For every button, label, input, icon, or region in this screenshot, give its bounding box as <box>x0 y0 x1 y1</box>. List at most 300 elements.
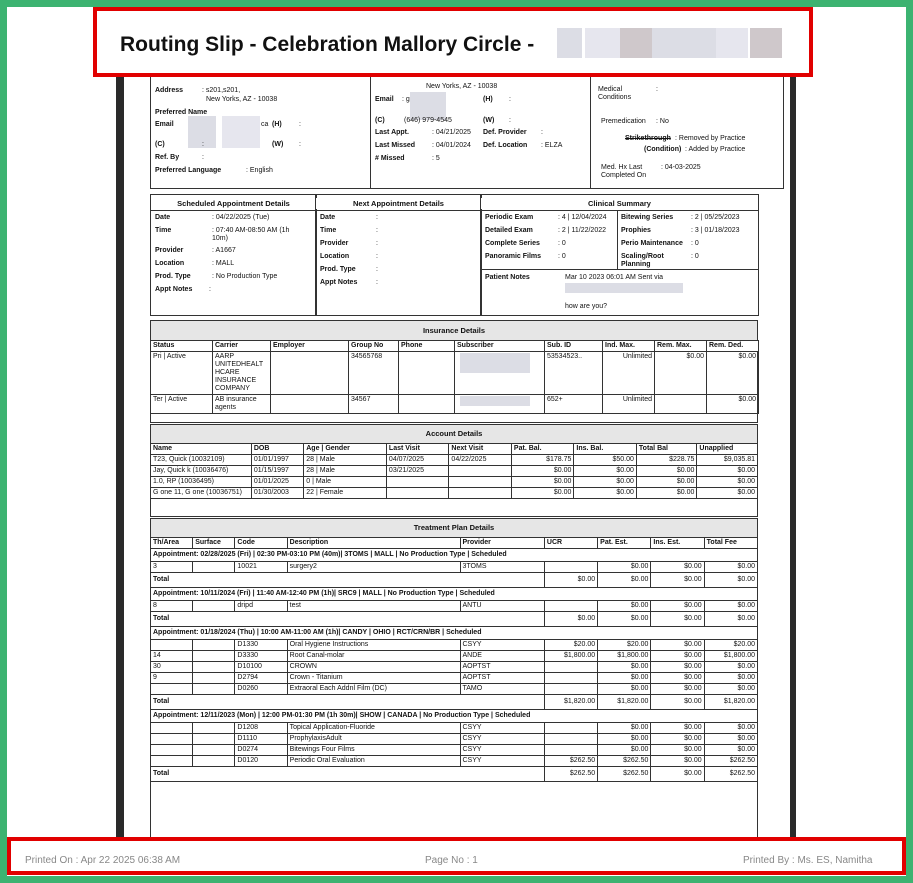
treatment-column-header: Description <box>287 538 460 549</box>
procedure-cell: AOPTST <box>460 673 544 684</box>
address-line1: : s201,s201, <box>202 87 241 94</box>
account-cell: 01/15/1997 <box>251 466 303 477</box>
next-appt-field-label: Prod. Type <box>320 266 356 273</box>
appointment-summary: Appointment: 02/28/2025 (Fri) | 02:30 PM-03:10 PM (40m)| 3TOMS | MALL | No Production Type | Scheduled <box>151 549 758 562</box>
insurance-column-header: Rem. Max. <box>655 341 707 352</box>
insurance-details-heading: Insurance Details <box>151 321 757 341</box>
procedure-cell: CSYY <box>460 640 544 651</box>
total-cell: $262.50 <box>704 767 757 782</box>
procedure-cell: D2794 <box>235 673 287 684</box>
account-cell: 28 | Male <box>304 455 387 466</box>
procedure-cell <box>151 745 193 756</box>
insurance-cell-group-no: 34567 <box>349 395 399 414</box>
insurance-column-header: Sub. ID <box>545 341 603 352</box>
total-cell: $0.00 <box>704 612 757 627</box>
account-cell: Jay, Quick k (10036476) <box>151 466 252 477</box>
appointment-summary: Appointment: 12/11/2023 (Mon) | 12:00 PM-01:30 PM (1h 30m)| SHOW | CANADA | No Production Type | Scheduled <box>151 710 758 723</box>
printed-by: Printed By : Ms. ES, Namitha <box>743 855 873 866</box>
insurance-header-row <box>151 341 759 352</box>
insurance-cell-ind-max: Unlimited <box>603 395 655 414</box>
insurance-cell-carrier: AB insurance agents <box>213 395 271 414</box>
procedure-cell: ANTU <box>460 601 544 612</box>
insurance-column-header: Employer <box>271 341 349 352</box>
med-hx-label: Med. Hx Last Completed On <box>601 164 647 179</box>
account-cell: $0.00 <box>697 477 758 488</box>
procedure-cell: CSYY <box>460 745 544 756</box>
total-cell: $0.00 <box>651 767 704 782</box>
procedure-row <box>151 756 758 767</box>
sched-location-label: Location <box>155 260 185 267</box>
panoramic-films-label: Panoramic Films <box>485 253 542 260</box>
procedure-cell: $0.00 <box>651 734 704 745</box>
procedure-row <box>151 684 758 695</box>
insurance-table <box>150 340 759 414</box>
sched-provider-label: Provider <box>155 247 184 254</box>
col2-email-label: Email <box>375 96 394 103</box>
account-cell: $178.75 <box>511 455 574 466</box>
sched-time-label: Time <box>155 227 172 234</box>
procedure-cell: $0.00 <box>704 601 757 612</box>
procedure-cell: $20.00 <box>598 640 651 651</box>
procedure-cell <box>193 651 235 662</box>
procedure-cell: $0.00 <box>598 562 651 573</box>
condition-note: : Added by Practice <box>685 146 746 153</box>
treatment-column-header: UCR <box>544 538 597 549</box>
appointment-total-row <box>151 767 758 782</box>
account-column-header: Ins. Bal. <box>574 444 637 455</box>
procedure-row <box>151 651 758 662</box>
procedure-cell: AOPTST <box>460 662 544 673</box>
account-row <box>151 488 758 499</box>
procedure-cell: Root Canal-molar <box>287 651 460 662</box>
perio-maintenance-label: Perio Maintenance <box>621 240 683 247</box>
next-appt-field-label: Date <box>320 214 336 221</box>
next-appt-field-colon: : <box>376 240 378 247</box>
account-row <box>151 477 758 488</box>
procedure-cell: 3 <box>151 562 193 573</box>
procedure-cell: $0.00 <box>704 562 757 573</box>
treatment-column-header: Total Fee <box>704 538 757 549</box>
procedure-cell: $0.00 <box>651 684 704 695</box>
sched-location-value: : MALL <box>212 260 235 267</box>
med-hx-value: : 04-03-2025 <box>661 164 701 171</box>
procedure-cell: $0.00 <box>704 662 757 673</box>
procedure-cell: $0.00 <box>598 723 651 734</box>
col2-work-colon: : <box>509 117 511 124</box>
insurance-cell-sub-id: 53534523.. <box>545 352 603 395</box>
insurance-row <box>151 395 759 414</box>
procedure-cell: ProphylaxisAdult <box>287 734 460 745</box>
total-label: Total <box>151 573 545 588</box>
missed-count-value: : 5 <box>432 155 440 162</box>
procedure-cell <box>151 640 193 651</box>
appointment-row <box>151 588 758 601</box>
insurance-cell-sub-id: 652+ <box>545 395 603 414</box>
procedure-cell <box>544 662 597 673</box>
next-appt-field-colon: : <box>376 279 378 286</box>
procedure-cell: $20.00 <box>704 640 757 651</box>
account-column-header: DOB <box>251 444 303 455</box>
last-missed-value: : 04/01/2024 <box>432 142 471 149</box>
account-cell: $0.00 <box>697 488 758 499</box>
redacted-title-3 <box>620 28 652 58</box>
procedure-cell: $262.50 <box>704 756 757 767</box>
prophies-value: : 3 | 01/18/2023 <box>691 227 740 234</box>
total-cell: $0.00 <box>704 573 757 588</box>
account-cell: $0.00 <box>636 488 696 499</box>
prophies-label: Prophies <box>621 227 651 234</box>
account-cell: $0.00 <box>574 488 637 499</box>
procedure-cell: CSYY <box>460 734 544 745</box>
account-details-heading: Account Details <box>151 425 757 444</box>
insurance-cell-rem-max <box>655 395 707 414</box>
account-column-header: Pat. Bal. <box>511 444 574 455</box>
procedure-row <box>151 723 758 734</box>
appointment-total-row <box>151 695 758 710</box>
col2-home-label: (H) <box>483 96 493 103</box>
account-cell: $0.00 <box>574 466 637 477</box>
procedure-cell: Topical Application-Fluoride <box>287 723 460 734</box>
next-appt-field-colon: : <box>376 266 378 273</box>
procedure-cell: Crown - Titanium <box>287 673 460 684</box>
page-number: Page No : 1 <box>425 855 478 866</box>
procedure-cell: $1,800.00 <box>704 651 757 662</box>
perio-maintenance-value: : 0 <box>691 240 699 247</box>
work-phone-label: (W) <box>272 141 284 148</box>
procedure-cell: 3TOMS <box>460 562 544 573</box>
account-cell <box>449 488 512 499</box>
procedure-cell: $0.00 <box>704 684 757 695</box>
procedure-cell: $0.00 <box>651 651 704 662</box>
procedure-row <box>151 601 758 612</box>
appointment-summary: Appointment: 01/18/2024 (Thu) | 10:00 AM-11:00 AM (1h)| CANDY | OHIO | RCT/CRN/BR | Scheduled <box>151 627 758 640</box>
sched-appt-notes-value: : <box>209 286 211 293</box>
total-cell: $262.50 <box>598 767 651 782</box>
treatment-plan-heading: Treatment Plan Details <box>151 519 757 538</box>
account-cell: T23, Quick (10032109) <box>151 455 252 466</box>
procedure-cell: CROWN <box>287 662 460 673</box>
account-cell: G one 11, G one (10036751) <box>151 488 252 499</box>
treatment-column-header: Surface <box>193 538 235 549</box>
account-cell <box>449 477 512 488</box>
ref-by-colon: : <box>202 154 204 161</box>
insurance-cell-employer <box>271 395 349 414</box>
insurance-cell-phone <box>399 352 455 395</box>
scaling-root-planning-label: Scaling/Root Planning <box>621 253 664 268</box>
medical-conditions-colon: : <box>656 86 658 93</box>
insurance-column-header: Carrier <box>213 341 271 352</box>
procedure-cell: $0.00 <box>651 745 704 756</box>
account-cell: 0 | Male <box>304 477 387 488</box>
appointment-row <box>151 549 758 562</box>
procedure-cell: test <box>287 601 460 612</box>
col2-work-label: (W) <box>483 117 495 124</box>
account-cell: $0.00 <box>697 466 758 477</box>
treatment-column-header: Th/Area <box>151 538 193 549</box>
insurance-column-header: Status <box>151 341 213 352</box>
procedure-cell <box>193 640 235 651</box>
account-column-header: Last Visit <box>386 444 449 455</box>
complete-series-label: Complete Series <box>485 240 540 247</box>
treatment-header-row <box>151 538 758 549</box>
detailed-exam-value: : 2 | 11/22/2022 <box>558 227 607 234</box>
insurance-cell-employer <box>271 352 349 395</box>
procedure-cell: $0.00 <box>598 745 651 756</box>
procedure-cell: D0260 <box>235 684 287 695</box>
periodic-exam-label: Periodic Exam <box>485 214 534 221</box>
preferred-language-label: Preferred Language <box>155 167 222 174</box>
procedure-cell <box>193 684 235 695</box>
procedure-cell: $0.00 <box>651 673 704 684</box>
next-appt-field-label: Provider <box>320 240 349 247</box>
next-appt-field-label: Location <box>320 253 350 260</box>
routing-slip-document <box>124 64 790 839</box>
next-appt-field-colon: : <box>376 214 378 221</box>
printed-on: Printed On : Apr 22 2025 06:38 AM <box>25 855 181 866</box>
sched-appt-notes-label: Appt Notes <box>155 286 193 293</box>
redacted-title-7 <box>750 28 782 58</box>
insurance-cell-subscriber <box>455 352 545 395</box>
next-appt-field-colon: : <box>376 227 378 234</box>
insurance-column-header: Subscriber <box>455 341 545 352</box>
procedure-cell <box>193 662 235 673</box>
procedure-cell: CSYY <box>460 723 544 734</box>
account-cell <box>386 477 449 488</box>
procedure-cell <box>193 734 235 745</box>
insurance-column-header: Group No <box>349 341 399 352</box>
appointment-row <box>151 627 758 640</box>
account-cell: 01/01/1997 <box>251 455 303 466</box>
redacted-email-2 <box>222 116 260 148</box>
preferred-language-value: : English <box>246 167 273 174</box>
total-label: Total <box>151 767 545 782</box>
procedure-cell: D1208 <box>235 723 287 734</box>
page-title: Routing Slip - Celebration Mallory Circle - <box>120 33 535 56</box>
panoramic-films-value: : 0 <box>558 253 566 260</box>
appointment-summary: Appointment: 10/11/2024 (Fri) | 11:40 AM-12:40 PM (1h)| SRC9 | MALL | No Production Type | Scheduled <box>151 588 758 601</box>
treatment-column-header: Code <box>235 538 287 549</box>
procedure-cell: $0.00 <box>598 662 651 673</box>
account-table <box>150 443 758 499</box>
procedure-cell: $262.50 <box>598 756 651 767</box>
account-row <box>151 466 758 477</box>
procedure-cell: D3330 <box>235 651 287 662</box>
account-column-header: Name <box>151 444 252 455</box>
procedure-cell <box>544 562 597 573</box>
total-cell: $0.00 <box>598 612 651 627</box>
detailed-exam-label: Detailed Exam <box>485 227 533 234</box>
total-cell: $1,820.00 <box>598 695 651 710</box>
redacted-title-1 <box>557 28 582 58</box>
account-cell: 03/21/2025 <box>386 466 449 477</box>
account-row <box>151 455 758 466</box>
premedication-label: Premedication <box>601 118 646 125</box>
procedure-cell <box>151 723 193 734</box>
procedure-cell: 30 <box>151 662 193 673</box>
next-appt-field-label: Time <box>320 227 337 234</box>
account-cell: 04/22/2025 <box>449 455 512 466</box>
account-cell: $0.00 <box>636 466 696 477</box>
procedure-cell: $0.00 <box>651 662 704 673</box>
procedure-row <box>151 562 758 573</box>
condition-label: (Condition) <box>644 146 682 153</box>
next-appt-field-label: Appt Notes <box>320 279 358 286</box>
treatment-plan-table <box>150 537 758 782</box>
procedure-cell: dripd <box>235 601 287 612</box>
account-cell <box>449 466 512 477</box>
insurance-cell-subscriber <box>455 395 545 414</box>
next-appt-field-colon: : <box>376 253 378 260</box>
sched-provider-value: : A1667 <box>212 247 236 254</box>
account-cell: $9,035.81 <box>697 455 758 466</box>
last-missed-label: Last Missed <box>375 142 416 149</box>
procedure-cell <box>193 756 235 767</box>
strikethrough-note: : Removed by Practice <box>675 135 746 142</box>
procedure-cell: $0.00 <box>598 673 651 684</box>
procedure-cell: TAMO <box>460 684 544 695</box>
insurance-cell-rem-max: $0.00 <box>655 352 707 395</box>
account-cell: 04/07/2025 <box>386 455 449 466</box>
procedure-cell: CSYY <box>460 756 544 767</box>
ref-by-label: Ref. By <box>155 154 180 161</box>
insurance-column-header: Phone <box>399 341 455 352</box>
sched-prod-type-value: : No Production Type <box>212 273 278 280</box>
cell-phone-colon: : <box>202 141 204 148</box>
def-location-value: : ELZA <box>541 142 563 149</box>
account-cell: $0.00 <box>511 488 574 499</box>
total-cell: $1,820.00 <box>704 695 757 710</box>
procedure-cell: $0.00 <box>704 673 757 684</box>
work-phone-colon: : <box>299 141 301 148</box>
procedure-cell <box>193 723 235 734</box>
procedure-cell: $1,800.00 <box>598 651 651 662</box>
procedure-row <box>151 734 758 745</box>
procedure-cell <box>544 601 597 612</box>
email-suffix: ca <box>261 121 269 128</box>
total-cell: $0.00 <box>651 695 704 710</box>
patient-notes-line2: how are you? <box>565 303 608 310</box>
total-cell: $0.00 <box>651 573 704 588</box>
complete-series-value: : 0 <box>558 240 566 247</box>
bitewing-series-label: Bitewing Series <box>621 214 674 221</box>
procedure-cell: Periodic Oral Evaluation <box>287 756 460 767</box>
col2-home-colon: : <box>509 96 511 103</box>
procedure-cell: $20.00 <box>544 640 597 651</box>
account-cell: $50.00 <box>574 455 637 466</box>
procedure-cell <box>544 684 597 695</box>
cell-phone-label: (C) <box>155 141 165 148</box>
appointment-total-row <box>151 612 758 627</box>
redacted-title-4 <box>652 28 684 58</box>
total-cell: $1,820.00 <box>544 695 597 710</box>
scheduled-appointment-heading: Scheduled Appointment Details <box>151 198 316 209</box>
total-cell: $0.00 <box>598 573 651 588</box>
procedure-cell <box>193 601 235 612</box>
procedure-cell: Oral Hygiene Instructions <box>287 640 460 651</box>
procedure-cell: $0.00 <box>704 745 757 756</box>
def-provider-colon: : <box>541 129 543 136</box>
patient-notes-line1: Mar 10 2023 06:01 AM Sent via <box>565 274 664 281</box>
insurance-cell-ind-max: Unlimited <box>603 352 655 395</box>
col2-address: New Yorks, AZ - 10038 <box>426 83 498 90</box>
preferred-name-label: Preferred Name <box>155 109 208 116</box>
redacted-title-6 <box>716 28 748 58</box>
procedure-cell: D0120 <box>235 756 287 767</box>
account-cell <box>386 488 449 499</box>
account-cell: $228.75 <box>636 455 696 466</box>
total-label: Total <box>151 695 545 710</box>
procedure-row <box>151 745 758 756</box>
last-appt-value: : 04/21/2025 <box>432 129 471 136</box>
total-cell: $0.00 <box>544 612 597 627</box>
total-cell: $0.00 <box>651 612 704 627</box>
procedure-cell <box>193 745 235 756</box>
procedure-cell <box>193 673 235 684</box>
sched-date-value: : 04/22/2025 (Tue) <box>212 214 270 221</box>
redacted-subscriber <box>460 353 530 373</box>
account-cell: $0.00 <box>511 477 574 488</box>
patient-notes-label: Patient Notes <box>485 274 530 281</box>
procedure-cell: 9 <box>151 673 193 684</box>
procedure-cell <box>544 673 597 684</box>
procedure-cell <box>544 723 597 734</box>
redacted-title-2 <box>585 28 620 58</box>
email-label: Email <box>155 121 174 128</box>
strikethrough-label: Strikethrough <box>625 135 671 142</box>
insurance-row <box>151 352 759 395</box>
procedure-cell: Bitewings Four Films <box>287 745 460 756</box>
appointment-total-row <box>151 573 758 588</box>
home-phone-label: (H) <box>272 121 282 128</box>
procedure-cell: ANDE <box>460 651 544 662</box>
col2-email-colon: : g <box>402 96 410 103</box>
procedure-cell: $0.00 <box>704 734 757 745</box>
procedure-cell: $262.50 <box>544 756 597 767</box>
scheduled-appointment-box <box>150 194 317 316</box>
premedication-value: : No <box>656 118 669 125</box>
col2-cell-value: (646) 979-4545 <box>404 117 452 124</box>
sched-prod-type-label: Prod. Type <box>155 273 191 280</box>
insurance-cell-rem-ded: $0.00 <box>707 352 759 395</box>
procedure-cell: $0.00 <box>598 684 651 695</box>
account-cell: 28 | Male <box>304 466 387 477</box>
procedure-cell: $0.00 <box>598 601 651 612</box>
home-phone-colon: : <box>299 121 301 128</box>
account-column-header: Next Visit <box>449 444 512 455</box>
redacted-notes <box>565 283 683 293</box>
sched-date-label: Date <box>155 214 171 221</box>
account-cell: 01/30/2003 <box>251 488 303 499</box>
account-header-row <box>151 444 758 455</box>
address-label: Address <box>155 87 184 94</box>
redacted-subscriber <box>460 396 530 406</box>
insurance-cell-status: Pri | Active <box>151 352 213 395</box>
procedure-row <box>151 662 758 673</box>
account-cell: $0.00 <box>574 477 637 488</box>
account-cell: 22 | Female <box>304 488 387 499</box>
procedure-cell: $0.00 <box>651 562 704 573</box>
bitewing-series-value: : 2 | 05/25/2023 <box>691 214 740 221</box>
scaling-root-planning-value: : 0 <box>691 253 699 260</box>
procedure-cell: $0.00 <box>651 601 704 612</box>
procedure-cell: $0.00 <box>651 723 704 734</box>
total-cell: $0.00 <box>544 573 597 588</box>
medical-conditions-label: Medical Conditions <box>598 86 632 101</box>
procedure-row <box>151 673 758 684</box>
treatment-column-header: Pat. Est. <box>598 538 651 549</box>
procedure-cell <box>151 734 193 745</box>
procedure-cell <box>151 684 193 695</box>
